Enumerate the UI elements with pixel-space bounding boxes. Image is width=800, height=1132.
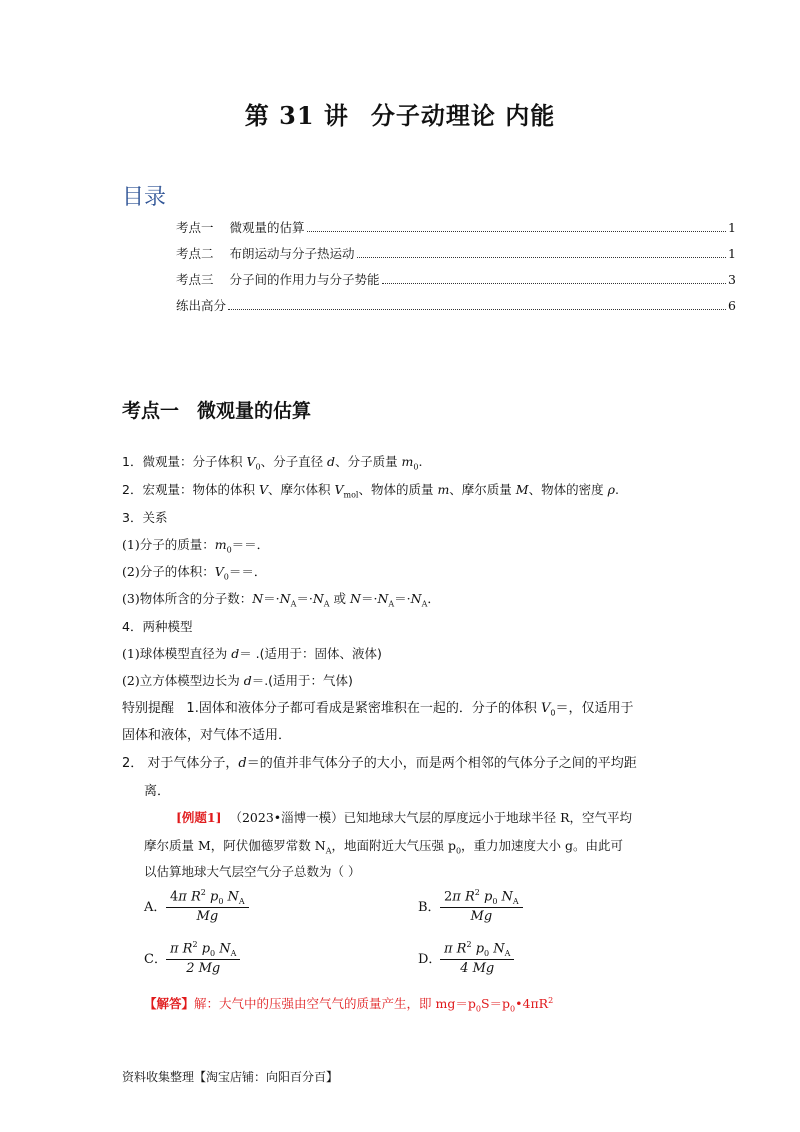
body-line-7: 4．两种模型 (122, 619, 193, 634)
body-line-2: 2．宏观量：物体的体积 V、摩尔体积 $V_{mol}$、物体的质量 m、摩尔质量 M、物体的密度 ρ. (122, 482, 619, 500)
toc-leader (307, 230, 727, 232)
body-line-9: (2)立方体模型边长为 d＝.(适用于：气体) (122, 673, 353, 688)
toc-leader (382, 282, 727, 284)
note-line-1: 特别提醒 1.固体和液体分子都可看成是紧密堆积在一起的．分子的体积 $V_0=$，仅适用于 (122, 701, 634, 718)
footer: 资料收集整理【淘宝店铺：向阳百分百】 (122, 1070, 339, 1084)
body-line-5: (2)分子的体积：$V_0==$． (122, 564, 267, 582)
note-line-2: 固体和液体，对气体不适用． (122, 728, 292, 743)
page-title: 第 31 讲 分子动理论 内能 (244, 101, 556, 130)
example-line-3: 以估算地球大气层空气分子总数为（ ） (144, 864, 361, 879)
toc-leader (357, 256, 727, 258)
option-a[interactable]: A． $\frac{4\pi R^2 p_0 N_A}{Mg}$ (144, 888, 249, 924)
note-line-3: 2． 对于气体分子，d＝的值并非气体分子的大小，而是两个相邻的气体分子之间的平均距 (122, 756, 637, 771)
toc-item[interactable]: 练出高分 6 (176, 298, 736, 313)
toc-item[interactable]: 考点一 微观量的估算 1 (176, 220, 736, 235)
option-d[interactable]: D． $\frac{\pi R^2 p_0 N_A}{4 Mg}$ (418, 940, 514, 976)
toc-leader (228, 308, 726, 310)
answer-line: 【解答】解：大气中的压强由空气气的质量产生，即 $mg=p_0S=p_0•4\pi R^2$ (144, 995, 554, 1014)
toc-heading: 目录 (122, 185, 167, 210)
body-line-8: (1)球体模型直径为 d＝ .(适用于：固体、液体) (122, 646, 382, 661)
option-c[interactable]: C． $\frac{\pi R^2 p_0 N_A}{2 Mg}$ (144, 940, 240, 976)
body-line-3: 3．关系 (122, 510, 168, 525)
note-line-4: 离． (144, 784, 171, 799)
section-heading: 考点一 微观量的估算 (122, 400, 312, 422)
option-b[interactable]: B． $\frac{2\pi R^2 p_0 N_A}{Mg}$ (418, 888, 523, 924)
toc-item[interactable]: 考点三 分子间的作用力与分子势能 3 (176, 272, 736, 287)
example-line-2: 摩尔质量 M，阿伏伽德罗常数 $N_A$，地面附近大气压强 $p_0$，重力加速度大小 g。由此可 (144, 838, 624, 856)
example-line-1: [例题1] （2023•淄博一模）已知地球大气层的厚度远小于地球半径 R，空气平均 (176, 810, 633, 825)
toc-item[interactable]: 考点二 布朗运动与分子热运动 1 (176, 246, 736, 261)
body-line-1: 1．微观量：分子体积 $V_0$、分子直径 d、分子质量 $m_0$. (122, 454, 423, 472)
body-line-6: (3)物体所含的分子数：$N=\cdot N_A=\cdot N_A$ 或 $N=\cdot N_A=\cdot N_A$． (122, 591, 440, 609)
body-line-4: (1)分子的质量：$m_0==$． (122, 537, 270, 555)
